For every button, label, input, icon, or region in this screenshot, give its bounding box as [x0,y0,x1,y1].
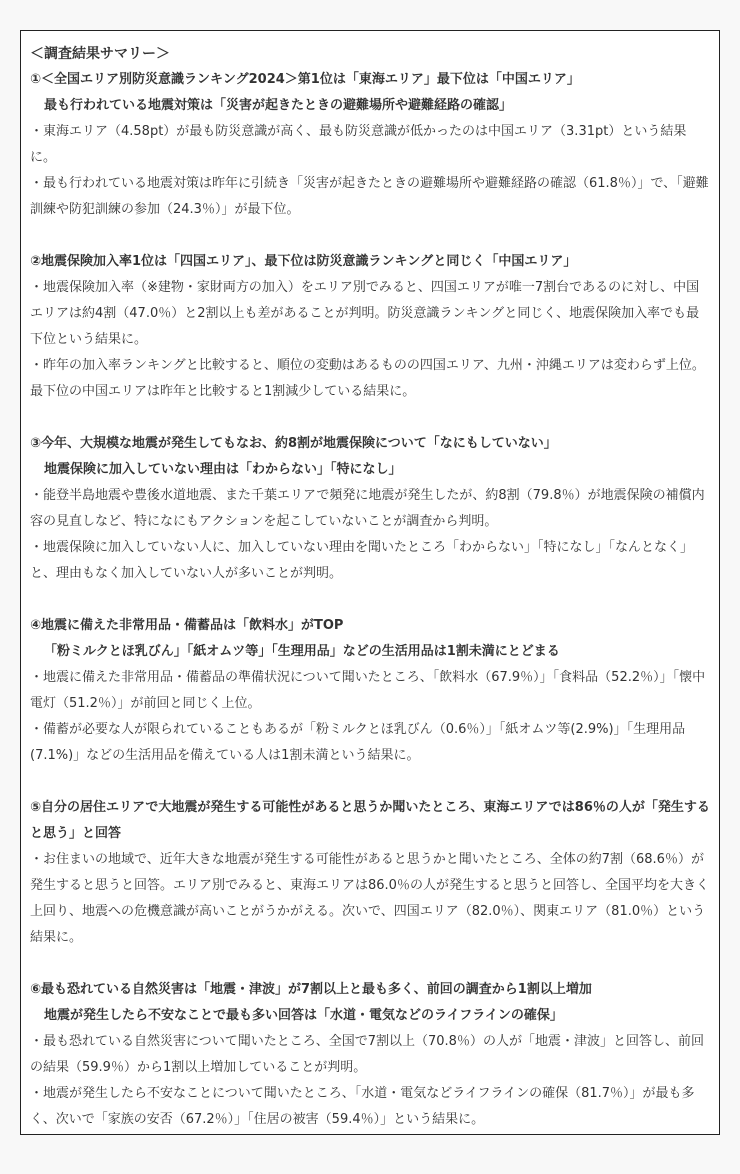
survey-summary-box [20,30,720,1135]
section-heading: ①＜全国エリア別防災意識ランキング2024＞第1位は「東海エリア」最下位は「中国エリア」 [30,72,580,87]
section-heading: ④地震に備えた非常用品・備蓄品は「飲料水」がTOP [30,618,344,633]
bullet-text: ・お住まいの地域で、近年大きな地震が発生する可能性があると思うかと聞いたところ、全体の約7割（68.6％）が発生すると思うと回答。エリア別でみると、東海エリアは86.0％の人が発生すると思うと回答し、全国平均を大きく上回り、地震への危機意識が高いことがうかがえる。次いで、四国エリア（82.0％）、関東エリア（81.0％）という結果に。 [30,852,709,945]
bullet-text: ・地震に備えた非常用品・備蓄品の準備状況について聞いたところ、「飲料水（67.9％）」「食料品（52.2％）」「懐中電灯（51.2％）」が前回と同じく上位。 [30,670,706,711]
section-subheading: 地震が発生したら不安なことで最も多い回答は「水道・電気などのライフラインの確保」 [44,1008,563,1023]
section-heading: ⑤自分の居住エリアで大地震が発生する可能性があると思うか聞いたところ、東海エリアでは86％の人が「発生すると思う」と回答 [30,800,710,841]
section-subheading: 最も行われている地震対策は「災害が起きたときの避難場所や避難経路の確認」 [44,98,513,113]
bullet-text: ・備蓄が必要な人が限られていることもあるが「粉ミルクとほ乳びん（0.6％）」「紙オムツ等(2.9%)」「生理用品(7.1%)」などの生活用品を備えている人は1割未満という結果に。 [30,722,686,763]
bullet-text: ・最も行われている地震対策は昨年に引続き「災害が起きたときの避難場所や避難経路の確認（61.8％）」で、「避難訓練や防犯訓練の参加（24.3％）」が最下位。 [30,176,709,217]
page-top-band [0,0,740,30]
section-heading: ③今年、大規模な地震が発生してもなお、約8割が地震保険について「なにもしていない」 [30,436,557,451]
bullet-text: ・最も恐れている自然災害について聞いたところ、全国で7割以上（70.8％）の人が「地震・津波」と回答し、前回の結果（59.9％）から1割以上増加していることが判明。 [30,1034,704,1075]
section-heading: ②地震保険加入率1位は「四国エリア」、最下位は防災意識ランキングと同じく「中国エリア」 [30,254,577,269]
bullet-text: ・地震保険に加入していない人に、加入していない理由を聞いたところ「わからない」「特になし」「なんとなく」と、理由もなく加入していない人が多いことが判明。 [30,540,694,581]
bullet-text: ・地震保険加入率（※建物・家財両方の加入）をエリア別でみると、四国エリアが唯一7割台であるのに対し、中国エリアは約4割（47.0％）と2割以上も差があることが判明。防災意識ランキングと同じく、地震保険加入率でも最下位という結果に。 [30,280,700,347]
bullet-text: ・東海エリア（4.58pt）が最も防災意識が高く、最も防災意識が低かったのは中国エリア（3.31pt）という結果に。 [30,124,687,165]
section-subheading: 地震保険に加入していない理由は「わからない」「特になし」 [44,462,402,477]
summary-section-6 [30,977,710,1133]
summary-section-2 [30,249,710,405]
summary-section-1 [30,67,710,223]
section-subheading: 「粉ミルクとほ乳びん」「紙オムツ等」「生理用品」などの生活用品は1割未満にとどまる [44,644,560,659]
page-bottom-band [0,1144,740,1174]
bullet-text: ・昨年の加入率ランキングと比較すると、順位の変動はあるものの四国エリア、九州・沖縄エリアは変わらず上位。最下位の中国エリアは昨年と比較すると1割減少している結果に。 [30,358,705,399]
summary-section-4 [30,613,710,769]
section-heading: ⑥最も恐れている自然災害は「地震・津波」が7割以上と最も多く、前回の調査から1割以上増加 [30,982,592,997]
bullet-text: ・能登半島地震や豊後水道地震、また千葉エリアで頻発に地震が発生したが、約8割（79.8％）が地震保険の補償内容の見直しなど、特になにもアクションを起こしていないことが調査から判明。 [30,488,705,529]
summary-title: ＜調査結果サマリー＞ [30,46,170,62]
summary-section-5 [30,795,710,951]
bullet-text: ・地震が発生したら不安なことについて聞いたところ、「水道・電気などライフラインの確保（81.7％）」が最も多く、次いで「家族の安否（67.2％）」「住居の被害（59.4％）」という結果に。 [30,1086,695,1127]
summary-section-3 [30,431,710,587]
